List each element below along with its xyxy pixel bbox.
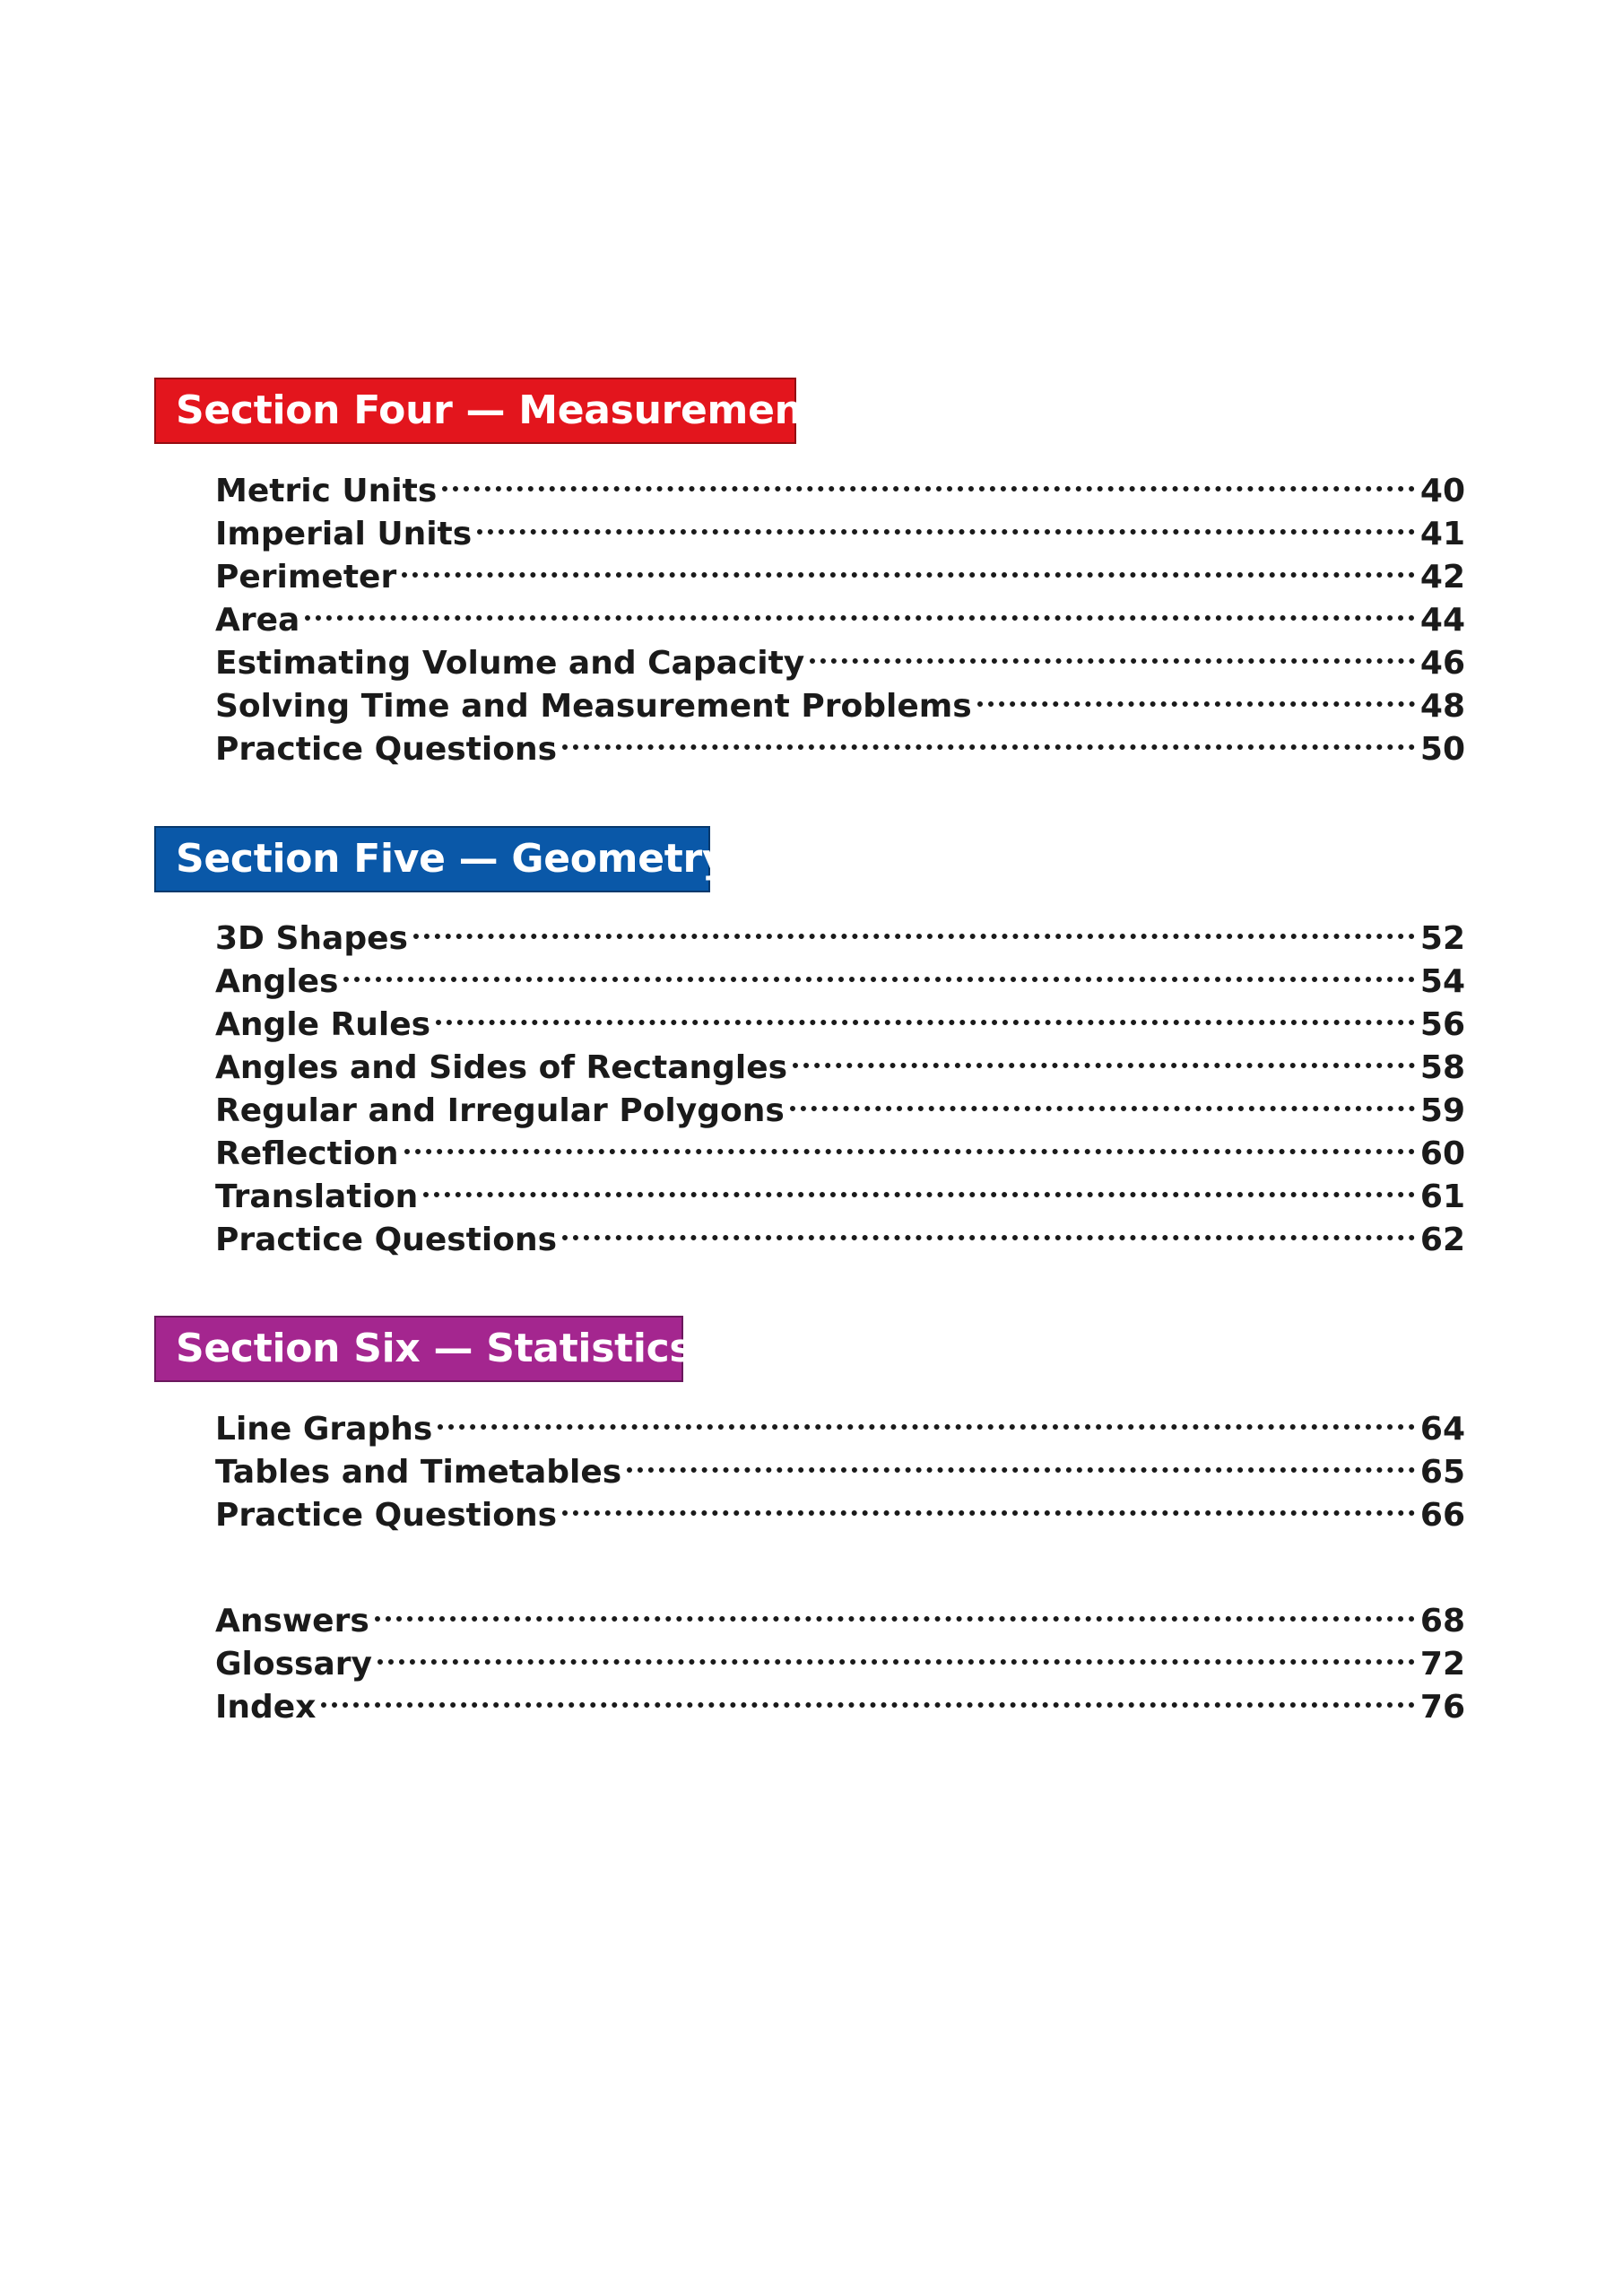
toc-entry-title: Solving Time and Measurement Problems: [215, 688, 972, 725]
toc-entry-page-number: 42: [1419, 559, 1465, 596]
toc-entry-page-number: 46: [1419, 645, 1465, 682]
toc-entry-page-number: 61: [1419, 1178, 1465, 1215]
toc-entry[interactable]: [215, 1631, 1465, 1683]
toc-entry-title: Estimating Volume and Capacity: [215, 645, 805, 682]
toc-entry-title: Answers: [215, 1603, 369, 1639]
toc-entry-title: Practice Questions: [215, 731, 558, 768]
toc-entry-title: Translation: [215, 1178, 419, 1215]
toc-entry[interactable]: [215, 1588, 1465, 1639]
toc-entry[interactable]: [215, 992, 1465, 1043]
section-six-header: Section Six — Statistics: [154, 1316, 683, 1382]
dot-leader: [413, 906, 1415, 949]
dot-leader: [375, 1588, 1415, 1631]
section-four-header: Section Four — Measurement: [154, 378, 796, 444]
dot-leader: [402, 544, 1415, 587]
toc-entry-title: Area: [215, 602, 300, 639]
toc-entry-page-number: 64: [1419, 1411, 1465, 1448]
toc-entry-title: Perimeter: [215, 559, 397, 596]
toc-entry-title: Angle Rules: [215, 1006, 431, 1043]
toc-entry-page-number: 59: [1419, 1092, 1465, 1129]
toc-entry-page-number: 41: [1419, 516, 1465, 552]
toc-entry-page-number: 50: [1419, 731, 1465, 768]
toc-entry-title: Practice Questions: [215, 1497, 558, 1534]
toc-entry-title: Tables and Timetables: [215, 1454, 622, 1491]
toc-entry-page-number: 40: [1419, 473, 1465, 509]
toc-entry[interactable]: [215, 631, 1465, 682]
toc-entry-title: Regular and Irregular Polygons: [215, 1092, 785, 1129]
toc-entry-page-number: 68: [1419, 1603, 1465, 1639]
toc-entry-title: Glossary: [215, 1646, 372, 1683]
toc-entry-title: Angles: [215, 963, 339, 1000]
dot-leader: [436, 992, 1415, 1035]
section-five-entries: [215, 906, 1465, 1258]
toc-entry-page-number: 65: [1419, 1454, 1465, 1491]
toc-entry-page-number: 62: [1419, 1222, 1465, 1258]
dot-leader: [321, 1674, 1414, 1718]
toc-entry-page-number: 56: [1419, 1006, 1465, 1043]
toc-entry[interactable]: [215, 906, 1465, 957]
toc-entry-title: Index: [215, 1689, 317, 1726]
toc-entry-page-number: 76: [1419, 1689, 1465, 1726]
toc-entry-page-number: 52: [1419, 920, 1465, 957]
dot-leader: [305, 587, 1415, 631]
toc-entry-page-number: 66: [1419, 1497, 1465, 1534]
toc-entry-page-number: 48: [1419, 688, 1465, 725]
toc-entry-title: Reflection: [215, 1135, 399, 1172]
section-five-header: Section Five — Geometry: [154, 826, 710, 892]
toc-entry[interactable]: [215, 1674, 1465, 1726]
dot-leader: [810, 631, 1415, 674]
dot-leader: [627, 1439, 1415, 1483]
toc-entry[interactable]: [215, 458, 1465, 509]
toc-entry-page-number: 44: [1419, 602, 1465, 639]
toc-entry[interactable]: [215, 1164, 1465, 1215]
dot-leader: [977, 674, 1415, 717]
dot-leader: [404, 1121, 1415, 1164]
dot-leader: [442, 458, 1415, 501]
toc-entry[interactable]: [215, 949, 1465, 1000]
toc-entry-title: Practice Questions: [215, 1222, 558, 1258]
toc-entry-page-number: 54: [1419, 963, 1465, 1000]
dot-leader: [562, 1483, 1415, 1526]
toc-entry[interactable]: [215, 587, 1465, 639]
section-six-entries: [215, 1396, 1465, 1534]
toc-entry-title: Line Graphs: [215, 1411, 433, 1448]
dot-leader: [438, 1396, 1415, 1439]
dot-leader: [378, 1631, 1415, 1674]
dot-leader: [790, 1078, 1415, 1121]
dot-leader: [562, 1207, 1415, 1250]
toc-entry-page-number: 72: [1419, 1646, 1465, 1683]
section-four-entries: [215, 458, 1465, 768]
dot-leader: [793, 1035, 1415, 1078]
dot-leader: [343, 949, 1414, 992]
dot-leader: [562, 717, 1415, 760]
dot-leader: [477, 501, 1415, 544]
back-matter-entries: [215, 1588, 1465, 1726]
toc-entry-page-number: 58: [1419, 1049, 1465, 1086]
toc-entry[interactable]: [215, 1396, 1465, 1448]
toc-entry-title: Metric Units: [215, 473, 438, 509]
toc-entry-page-number: 60: [1419, 1135, 1465, 1172]
toc-entry-title: 3D Shapes: [215, 920, 408, 957]
toc-entry[interactable]: [215, 544, 1465, 596]
dot-leader: [423, 1164, 1415, 1207]
toc-entry-title: Imperial Units: [215, 516, 473, 552]
toc-entry-title: Angles and Sides of Rectangles: [215, 1049, 788, 1086]
